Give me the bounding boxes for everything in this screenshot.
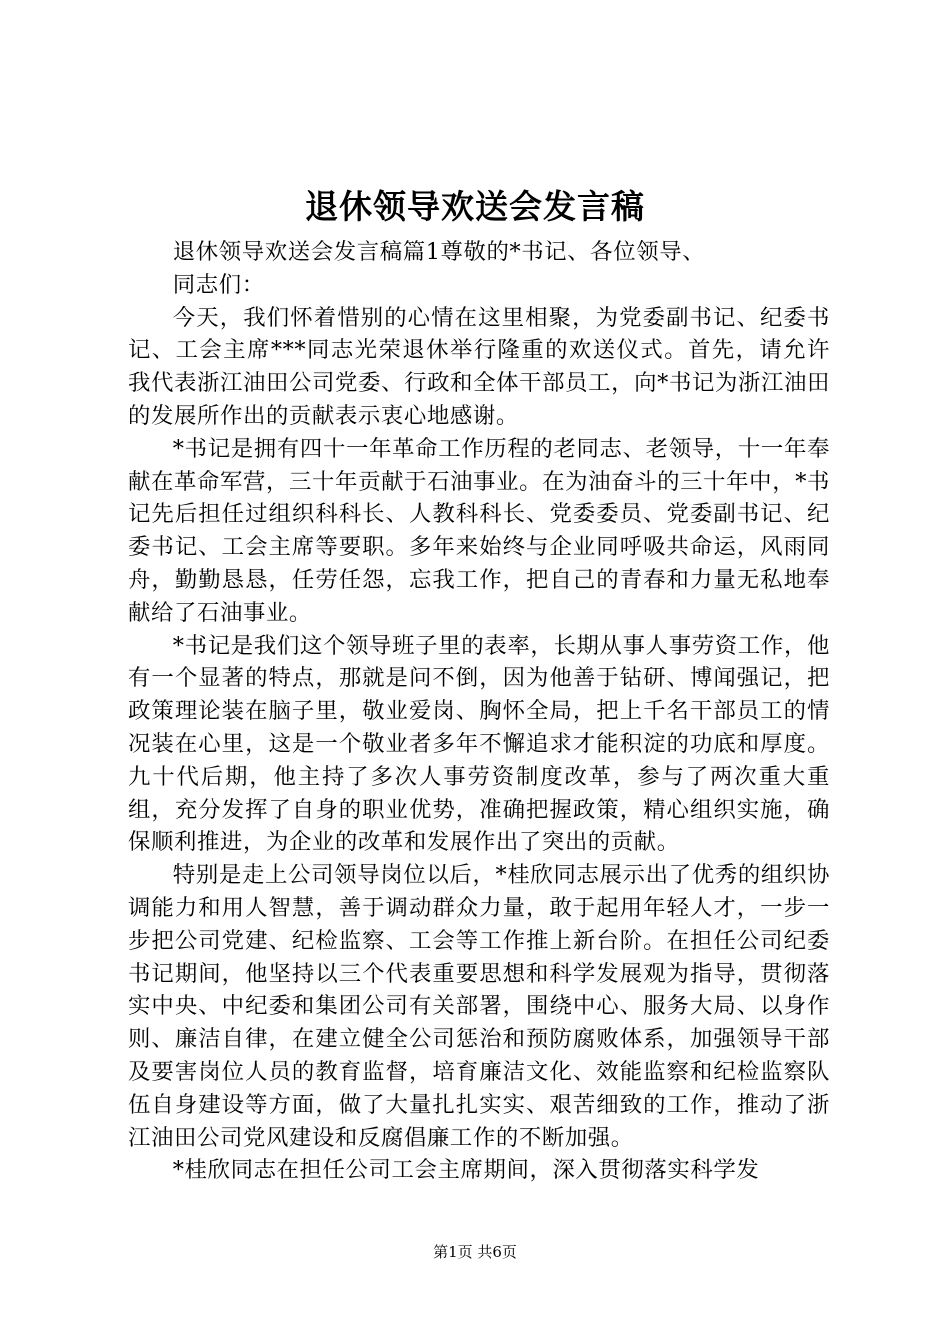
document-title: 退休领导欢送会发言稿	[305, 187, 645, 226]
opening-line: 退休领导欢送会发言稿篇1尊敬的*书记、各位领导、	[172, 239, 706, 265]
document-body	[128, 236, 830, 1187]
body-paragraph: *书记是拥有四十一年革命工作历程的老同志、老领导，十一年奉献在革命军营，三十年贡献于石油事业。在为油奋斗的三十年中，*书记先后担任过组织科科长、人教科科长、党委委员、党委副书记、纪委书记、工会主席等要职。多年来始终与企业同呼吸共命运，风雨同舟，勤勤恳恳，任劳任怨，忘我工作，把自己的青春和力量无私地奉献给了石油事业。	[128, 435, 830, 626]
page-number-footer: 第1页 共6页	[433, 1243, 517, 1261]
salutation-line: 同志们：	[172, 271, 265, 298]
body-paragraph: 特别是走上公司领导岗位以后，*桂欣同志展示出了优秀的组织协调能力和用人智慧，善于调动群众力量，敢于起用年轻人才，一步一步把公司党建、纪检监察、工会等工作推上新台阶。在担任公司纪委书记期间，他坚持以三个代表重要思想和科学发展观为指导，贯彻落实中央、中纪委和集团公司有关部署，围绕中心、服务大局、以身作则、廉洁自律，在建立健全公司惩治和预防腐败体系，加强领导干部及要害岗位人员的教育监督，培育廉洁文化、效能监察和纪检监察队伍自身建设等方面，做了大量扎扎实实、艰苦细致的工作，推动了浙江油田公司党风建设和反腐倡廉工作的不断加强。	[128, 862, 830, 1151]
body-paragraph: 今天，我们怀着惜别的心情在这里相聚，为党委副书记、纪委书记、工会主席***同志光荣退休举行隆重的欢送仪式。首先，请允许我代表浙江油田公司党委、行政和全体干部员工，向*书记为浙江油田的发展所作出的贡献表示衷心地感谢。	[128, 304, 830, 429]
body-paragraph: *书记是我们这个领导班子里的表率，长期从事人事劳资工作，他有一个显著的特点，那就是问不倒，因为他善于钻研、博闻强记，把政策理论装在脑子里，敬业爱岗、胸怀全局，把上千名干部员工的情况装在心里，这是一个敬业者多年不懈追求才能积淀的功底和厚度。九十代后期，他主持了多次人事劳资制度改革，参与了两次重大重组，充分发挥了自身的职业优势，准确把握政策，精心组织实施，确保顺利推进，为企业的改革和发展作出了突出的贡献。	[128, 632, 830, 856]
body-paragraph: *桂欣同志在担任公司工会主席期间，深入贯彻落实科学发	[172, 1157, 760, 1184]
